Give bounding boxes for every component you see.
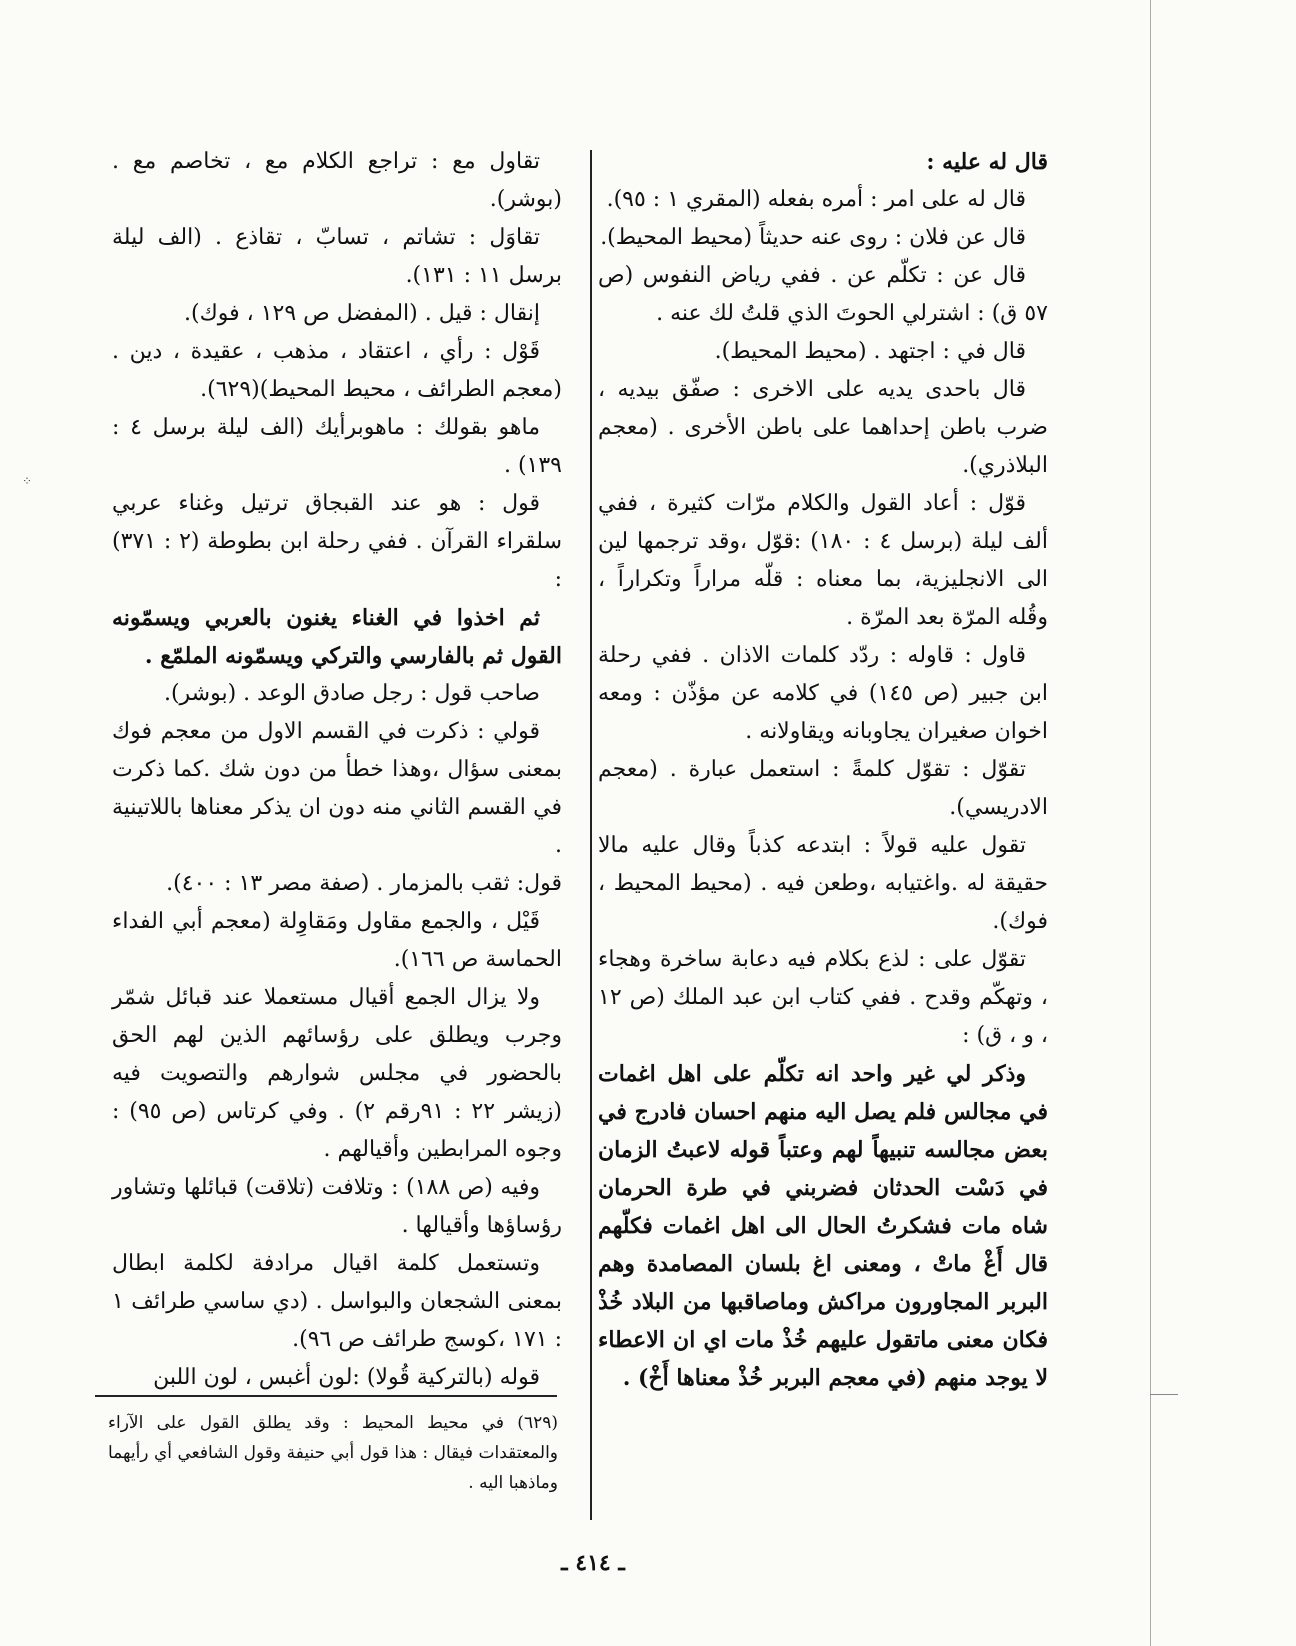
paragraph: قولي : ذكرت في القسم الاول من معجم فوك بمعنى سؤال ،وهذا خطأ من دون شك .كما ذكرت في القسم الثاني منه دون ان يذكر معناها باللاتينية . xyxy=(112,719,562,858)
paragraph: ولا يزال الجمع أقيال مستعملا عند قبائل شمّر وجرب ويطلق على رؤسائهم الذين لهم الحق بالحضور في مجلس شوارهم والتصويت فيه (زيشر ٢٢ : ٩١رقم ٢) . وفي كرتاس (ص ٩٥) : وجوه المرابطين وأقيالهم . xyxy=(112,985,562,1162)
column-divider xyxy=(590,150,592,1520)
right-column xyxy=(598,143,1048,1397)
paragraph: قال عن : تكلّم عن . ففي رياض النفوس (ص ٥٧ ق) : اشترلي الحوتَ الذي قلتُ لك عنه . xyxy=(598,263,1048,326)
paragraph: قاول : قاوله : ردّد كلمات الاذان . ففي رحلة ابن جبير (ص ١٤٥) في كلامه عن مؤذّن : ومعه اخوان صغيران يجاوبانه ويقاولانه . xyxy=(598,643,1048,744)
paragraph: ثم اخذوا في الغناء يغنون بالعربي ويسمّونه القول ثم بالفارسي والتركي ويسمّونه الملمّع . xyxy=(112,605,562,669)
footnote: (٦٢٩) في محيط المحيط : وقد يطلق القول على الآراء والمعتقدات فيقال : هذا قول أبي حنيفة وقول الشافعي أي رأيهما وماذهبا اليه . xyxy=(108,1413,558,1493)
paragraph: قال له على امر : أمره بفعله (المقري ١ : ٩٥). xyxy=(606,187,1026,212)
scan-margin-tick xyxy=(1150,1394,1178,1395)
left-column xyxy=(112,143,562,1397)
paragraph: تقوّل : تقوّل كلمةً : استعمل عبارة . (معجم الادريسي). xyxy=(598,757,1048,820)
paragraph: قَيْل ، والجمع مقاول ومَقاوِلة (معجم أبي الفداء الحماسة ص ١٦٦). xyxy=(112,909,562,972)
paragraph: قَوْل : رأي ، اعتقاد ، مذهب ، عقيدة ، دين . (معجم الطرائف ، محيط المحيط)(٦٢٩). xyxy=(112,339,562,402)
paragraph: وتستعمل كلمة اقيال مرادفة لكلمة ابطال بمعنى الشجعان والبواسل . (دي ساسي طرائف ١ : ١٧١ ،كوسج طرائف ص ٩٦). xyxy=(112,1251,562,1352)
paragraph: قوّل : أعاد القول والكلام مرّات كثيرة ، ففي ألف ليلة (برسل ٤ : ١٨٠) :قوّل ،وقد ترجمها لين الى الانجليزية، بما معناه : قلّه مراراً وتكراراً ، وقُله المرّة بعد المرّة . xyxy=(598,491,1048,630)
paragraph: قال له عليه : xyxy=(926,149,1048,175)
paragraph: إنقال : قيل . (المفضل ص ١٢٩ ، فوك). xyxy=(184,301,540,326)
paragraph: تقوّل على : لذع بكلام فيه دعابة ساخرة وهجاء ، وتهكّم وقدح . ففي كتاب ابن عبد الملك (ص ١٢ ، و ، ق) : xyxy=(598,947,1048,1048)
paragraph: قول: ثقب بالمزمار . (صفة مصر ١٣ : ٤٠٠). xyxy=(166,871,562,896)
footnote-rule xyxy=(95,1395,557,1397)
paragraph: قال عن فلان : روى عنه حديثاً (محيط المحيط). xyxy=(600,225,1026,250)
paragraph: تقاول مع : تراجع الكلام مع ، تخاصم مع . (بوشر). xyxy=(112,149,562,212)
scan-margin-line xyxy=(1150,0,1151,1646)
paragraph: وفيه (ص ١٨٨) : وتلافت (تلاقت) قبائلها وتشاور رؤساؤها وأقيالها . xyxy=(112,1175,562,1238)
paragraph: تقاوَل : تشاتم ، تسابّ ، تقاذع . (الف ليلة برسل ١١ : ١٣١). xyxy=(112,225,562,288)
paragraph: قوله (بالتركية قُولا) :لون أغبس ، لون اللبن xyxy=(153,1365,540,1390)
paragraph: تقول عليه قولاً : ابتدعه كذباً وقال عليه مالا حقيقة له .واغتيابه ،وطعن فيه . (محيط المحيط ، فوك). xyxy=(598,833,1048,934)
page-number: ـ ٤١٤ ـ xyxy=(561,1550,625,1576)
paragraph: وذكر لي غير واحد انه تكلّم على اهل اغمات في مجالس فلم يصل اليه منهم احسان فادرج في بعض مجالسه تنبيهاً لهم وعتباً قوله لاعبتُ الزمان في دَسْت الحدثان فضربني في طرة الحرمان شاه مات فشكرتُ الحال الى اهل اغمات فكلّهم قال أَغْ ماتْ ، ومعنى اغ بلسان المصامدة وهم البربر المجاورون مراكش وماصاقبها من البلاد خُذْ فكان معنى ماتقول عليهم خُذْ مات اي ان الاعطاء لا يوجد منهم (في معجم البربر خُذْ معناها أَخْ) . xyxy=(598,1061,1048,1391)
scan-speck: ⁘ xyxy=(22,474,33,488)
paragraph: قال في : اجتهد . (محيط المحيط). xyxy=(714,339,1026,364)
paragraph: صاحب قول : رجل صادق الوعد . (بوشر). xyxy=(163,681,540,706)
paragraph: قال باحدى يديه على الاخرى : صفّق بيديه ، ضرب باطن إحداهما على باطن الأخرى . (معجم البلاذري). xyxy=(598,377,1048,478)
paragraph: ماهو بقولك : ماهوبرأيك (الف ليلة برسل ٤ : ١٣٩) . xyxy=(112,415,562,478)
paragraph: قول : هو عند القبجاق ترتيل وغناء عربي سلقراء القرآن . ففي رحلة ابن بطوطة (٢ : ٣٧١) : xyxy=(112,491,562,592)
